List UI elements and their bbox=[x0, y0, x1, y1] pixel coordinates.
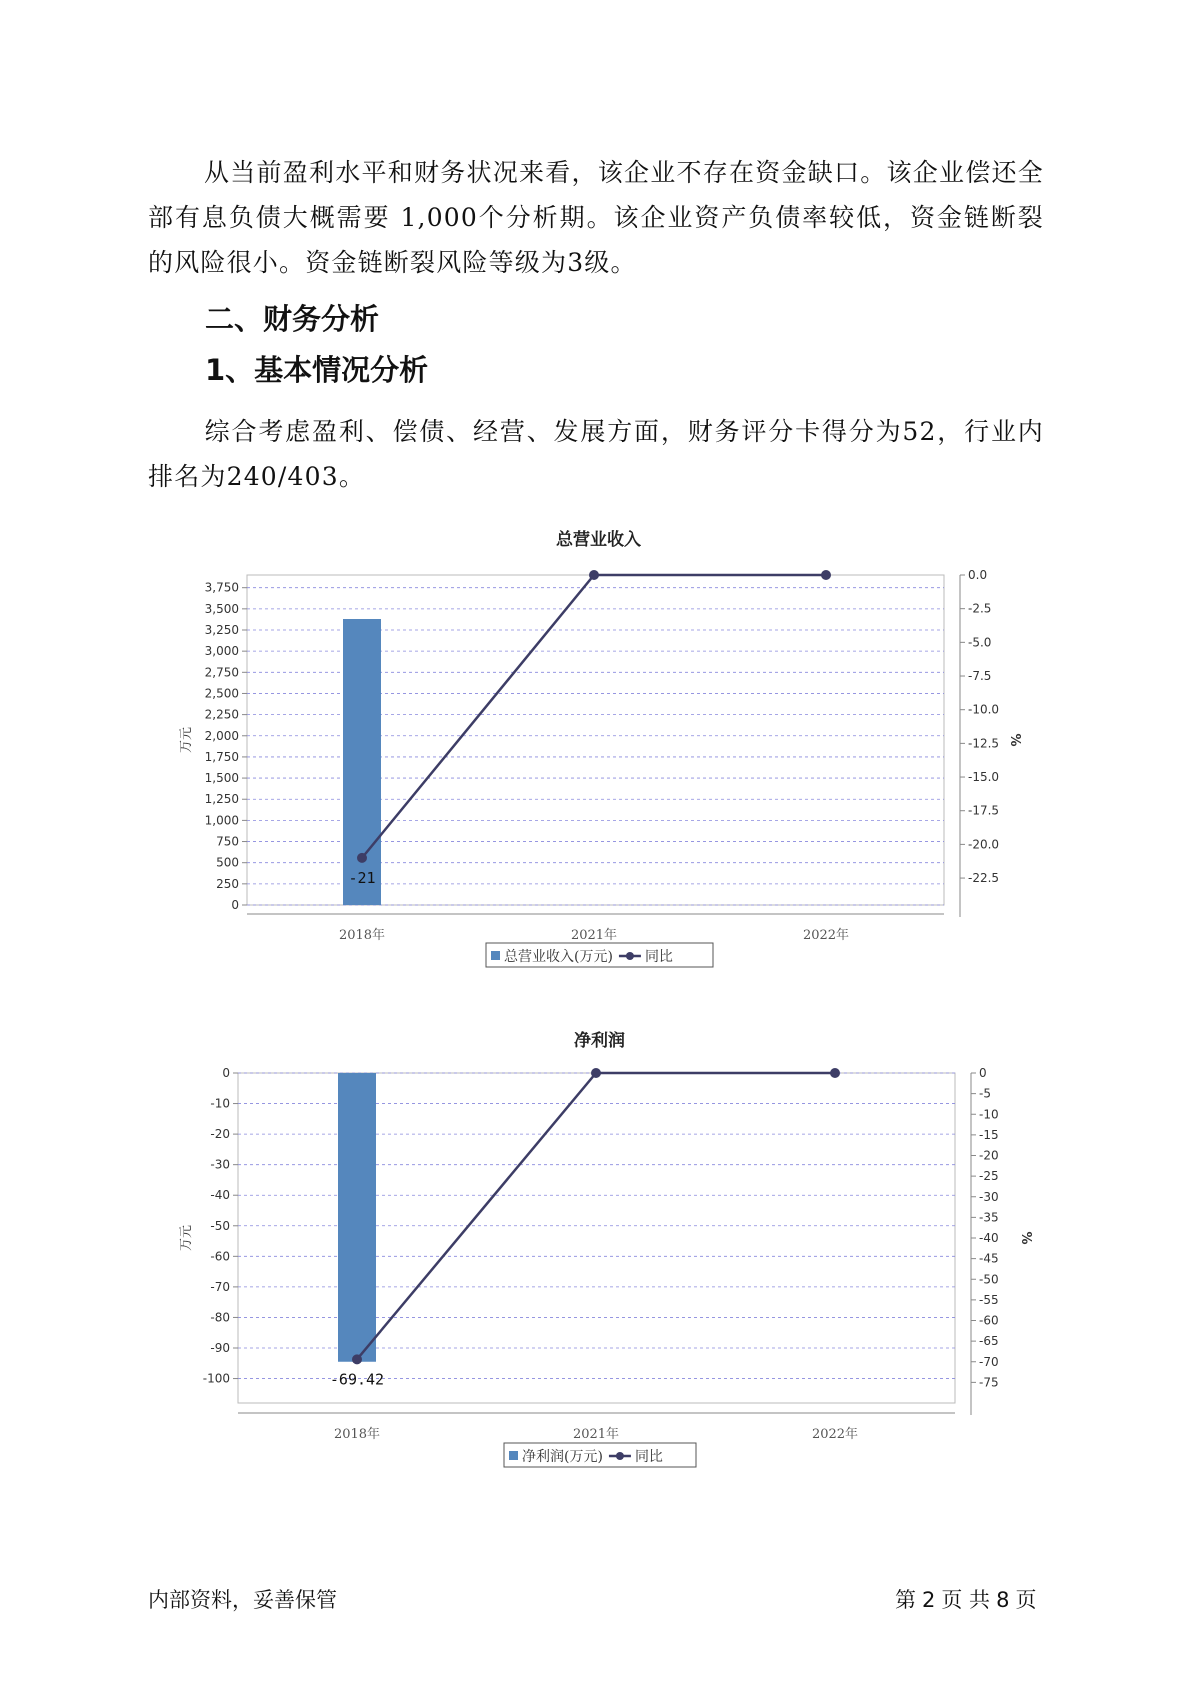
section-heading: 二、财务分析 bbox=[205, 302, 380, 336]
y-tick-label: 750 bbox=[216, 834, 239, 849]
yoy-point bbox=[821, 570, 831, 580]
score-paragraph bbox=[148, 409, 1044, 499]
y2-tick-label: -25 bbox=[979, 1169, 999, 1184]
y-tick-label: 500 bbox=[216, 855, 239, 870]
y2-tick-label: -35 bbox=[979, 1210, 999, 1225]
yoy-point bbox=[352, 1354, 362, 1364]
y2-tick-label: -15.0 bbox=[968, 770, 1000, 785]
y-tick-label: -40 bbox=[210, 1188, 230, 1203]
y-tick-label: -60 bbox=[210, 1249, 230, 1264]
y-tick-label: -70 bbox=[210, 1279, 230, 1294]
legend-line-label: 同比 bbox=[644, 949, 673, 965]
page-prefix: 第 bbox=[895, 1588, 916, 1612]
y-tick-label: -50 bbox=[210, 1218, 230, 1233]
y-tick-label: 2,750 bbox=[204, 665, 239, 680]
x-tick-label: 2022年 bbox=[811, 1427, 859, 1442]
chart-title: 净利润 bbox=[574, 1031, 625, 1051]
y2-tick-label: -55 bbox=[979, 1292, 999, 1307]
net-profit-chart-svg bbox=[0, 1020, 1191, 1480]
page-mid: 页 共 bbox=[941, 1588, 991, 1612]
yoy-point bbox=[591, 1068, 601, 1078]
y-tick-label: 2,250 bbox=[204, 707, 239, 722]
y-tick-label: -80 bbox=[210, 1310, 230, 1325]
y-tick-label: 1,500 bbox=[204, 771, 239, 786]
yoy-point bbox=[589, 570, 599, 580]
y-tick-label: -20 bbox=[210, 1127, 230, 1142]
yoy-point bbox=[830, 1068, 840, 1078]
summary-text: 从当前盈利水平和财务状况来看，该企业不存在资金缺口。该企业偿还全部有息负债大概需要 1,000个分析期。该企业资产负债率较低，资金链断裂的风险很小。资金链断裂风险等级为3级。 bbox=[148, 158, 1044, 277]
score-text: 综合考虑盈利、偿债、经营、发展方面，财务评分卡得分为52，行业内排名为240/403。 bbox=[148, 417, 1044, 491]
revenue-chart-svg bbox=[0, 520, 1191, 980]
legend-line-marker bbox=[626, 952, 634, 960]
y-tick-label: -10 bbox=[210, 1096, 230, 1111]
y2-tick-label: -22.5 bbox=[968, 871, 1000, 886]
y2-tick-label: -30 bbox=[979, 1189, 999, 1204]
net-profit-chart bbox=[0, 1020, 1191, 1480]
y-tick-label: 1,750 bbox=[204, 749, 239, 764]
y2-tick-label: -5.0 bbox=[968, 635, 992, 650]
y2-tick-label: 0 bbox=[979, 1066, 987, 1080]
page-suffix: 页 bbox=[1015, 1588, 1037, 1612]
confidential-note: 内部资料，妥善保管 bbox=[148, 1588, 337, 1612]
y2-tick-label: -12.5 bbox=[968, 736, 1000, 751]
y2-tick-label: -10 bbox=[979, 1107, 999, 1122]
revenue-chart bbox=[0, 520, 1191, 980]
y-tick-label: 3,500 bbox=[204, 601, 239, 616]
x-tick-label: 2022年 bbox=[802, 928, 850, 943]
y2-tick-label: -20.0 bbox=[968, 837, 1000, 852]
y-tick-label: 0 bbox=[222, 1066, 230, 1080]
y2-axis-title: % bbox=[1007, 733, 1022, 747]
x-tick-label: 2021年 bbox=[572, 1427, 620, 1442]
y-axis-title: 万元 bbox=[179, 726, 194, 754]
y2-tick-label: -45 bbox=[979, 1251, 999, 1266]
y-tick-label: 250 bbox=[216, 876, 239, 891]
legend-line-label: 同比 bbox=[634, 1449, 663, 1465]
y2-tick-label: -70 bbox=[979, 1354, 999, 1369]
legend-line-marker bbox=[616, 1452, 624, 1460]
legend-bar-swatch bbox=[509, 1451, 518, 1460]
subsection-heading: 1、基本情况分析 bbox=[205, 353, 429, 387]
y2-tick-label: -5 bbox=[979, 1086, 991, 1101]
chart-legend bbox=[504, 1443, 696, 1467]
bar bbox=[338, 1073, 376, 1362]
yoy-point bbox=[357, 853, 367, 863]
y-tick-label: 3,750 bbox=[204, 580, 239, 595]
y-tick-label: 1,250 bbox=[204, 792, 239, 807]
y2-tick-label: -17.5 bbox=[968, 803, 1000, 818]
legend-bar-label: 总营业收入(万元) bbox=[504, 949, 613, 965]
y-tick-label: 3,250 bbox=[204, 623, 239, 637]
y2-tick-label: 0.0 bbox=[968, 568, 988, 582]
y-tick-label: -90 bbox=[210, 1341, 230, 1355]
y-tick-label: 1,000 bbox=[204, 813, 239, 828]
x-tick-label: 2021年 bbox=[570, 928, 618, 943]
y2-tick-label: -50 bbox=[979, 1272, 999, 1287]
data-label: -21 bbox=[348, 868, 376, 887]
y-tick-label: 3,000 bbox=[204, 644, 239, 659]
y-tick-label: 2,000 bbox=[204, 728, 239, 743]
x-tick-label: 2018年 bbox=[333, 1427, 381, 1442]
y2-tick-label: -60 bbox=[979, 1313, 999, 1328]
y2-tick-label: -65 bbox=[979, 1334, 999, 1349]
y-tick-label: -30 bbox=[210, 1157, 230, 1172]
y2-tick-label: -15 bbox=[979, 1127, 999, 1142]
x-tick-label: 2018年 bbox=[338, 928, 386, 943]
chart-legend bbox=[486, 943, 713, 967]
y-axis-title: 万元 bbox=[179, 1224, 194, 1252]
page-indicator bbox=[895, 1584, 1042, 1614]
legend-bar-swatch bbox=[491, 951, 500, 960]
y2-tick-label: -40 bbox=[979, 1231, 999, 1245]
y2-tick-label: -10.0 bbox=[968, 702, 1000, 717]
y-tick-label: 2,500 bbox=[204, 686, 239, 701]
y2-tick-label: -7.5 bbox=[968, 669, 992, 684]
summary-paragraph bbox=[148, 150, 1044, 285]
y-tick-label: -100 bbox=[202, 1371, 230, 1386]
y-tick-label: 0 bbox=[231, 898, 239, 912]
y2-axis-title: % bbox=[1018, 1231, 1033, 1245]
y2-tick-label: -75 bbox=[979, 1375, 999, 1390]
data-label: -69.42 bbox=[329, 1370, 385, 1389]
chart-title: 总营业收入 bbox=[556, 530, 641, 550]
legend-bar-label: 净利润(万元) bbox=[522, 1449, 603, 1465]
y2-tick-label: -20 bbox=[979, 1148, 999, 1163]
y2-tick-label: -2.5 bbox=[968, 601, 992, 616]
page-total: 8 bbox=[996, 1588, 1010, 1612]
page-number: 2 bbox=[922, 1588, 936, 1612]
